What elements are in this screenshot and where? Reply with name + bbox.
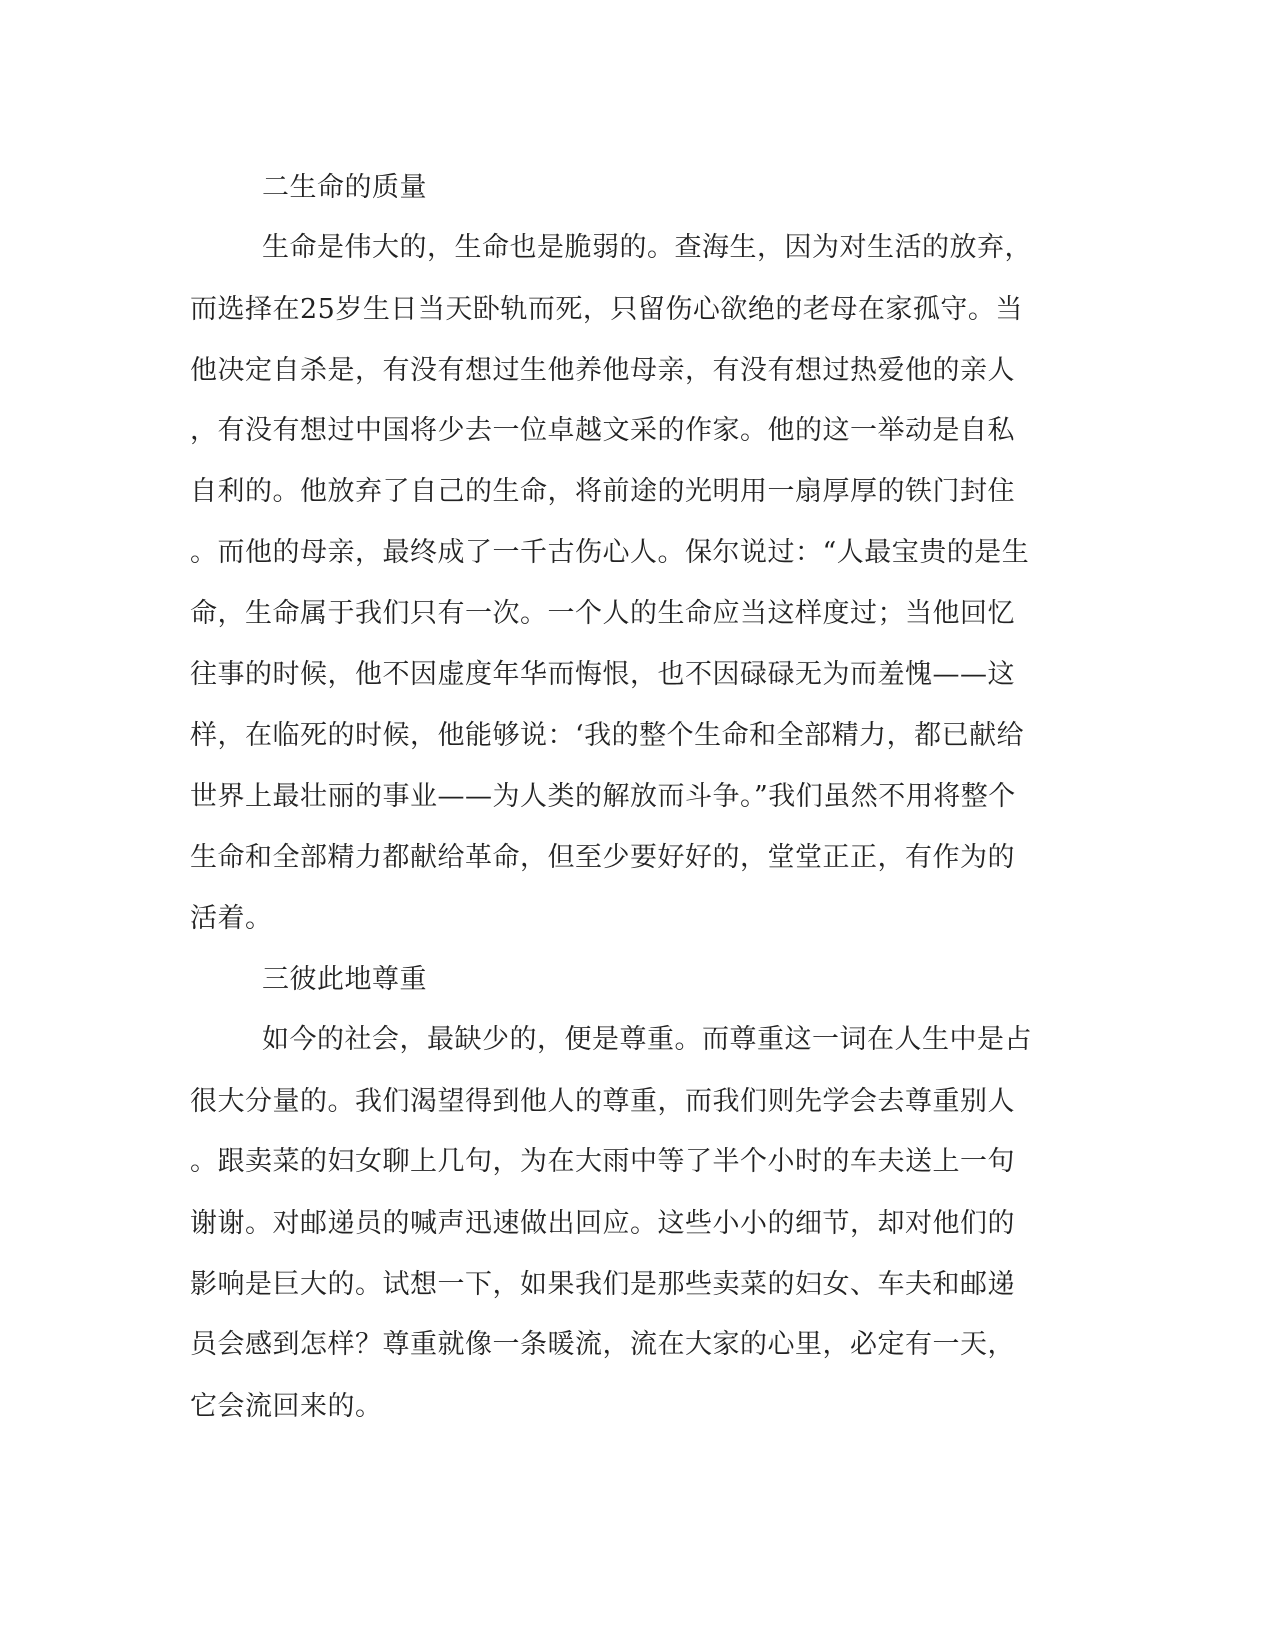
paragraph-line: 它会流回来的。	[190, 1391, 383, 1422]
paragraph-line: 员会感到怎样？尊重就像一条暖流，流在大家的心里，必定有一天，	[190, 1329, 1015, 1360]
paragraph-line: 活着。	[190, 903, 273, 934]
paragraph-line: 生命是伟大的，生命也是脆弱的。查海生，因为对生活的放弃，	[262, 232, 1032, 263]
paragraph-line: 自利的。他放弃了自己的生命，将前途的光明用一扇厚厚的铁门封住	[190, 476, 1015, 507]
paragraph-line: 他决定自杀是，有没有想过生他养他母亲，有没有想过热爱他的亲人	[190, 355, 1015, 386]
paragraph-line: 很大分量的。我们渴望得到他人的尊重，而我们则先学会去尊重别人	[190, 1086, 1015, 1117]
paragraph-line: 样，在临死的时候，他能够说：‘我的整个生命和全部精力，都已献给	[190, 720, 1025, 751]
paragraph-line: ，有没有想过中国将少去一位卓越文采的作家。他的这一举动是自私	[190, 415, 1015, 446]
paragraph-line: 命，生命属于我们只有一次。一个人的生命应当这样度过；当他回忆	[190, 598, 1015, 629]
paragraph-line: 。跟卖菜的妇女聊上几句，为在大雨中等了半个小时的车夫送上一句	[190, 1146, 1015, 1177]
paragraph-line: 往事的时候，他不因虚度年华而悔恨，也不因碌碌无为而羞愧——这	[190, 659, 1015, 690]
paragraph-line: 影响是巨大的。试想一下，如果我们是那些卖菜的妇女、车夫和邮递	[190, 1269, 1015, 1300]
paragraph-line: 而选择在25岁生日当天卧轨而死，只留伤心欲绝的老母在家孤守。当	[190, 294, 1023, 325]
section-heading-mutual-respect: 三彼此地尊重	[262, 964, 427, 995]
paragraph-line: 谢谢。对邮递员的喊声迅速做出回应。这些小小的细节，却对他们的	[190, 1208, 1015, 1239]
paragraph-line: 生命和全部精力都献给革命，但至少要好好的，堂堂正正，有作为的	[190, 842, 1015, 873]
paragraph-line: 。而他的母亲，最终成了一千古伤心人。保尔说过：“人最宝贵的是生	[190, 537, 1030, 568]
paragraph-line: 世界上最壮丽的事业——为人类的解放而斗争。”我们虽然不用将整个	[190, 781, 1016, 812]
paragraph-line: 如今的社会，最缺少的，便是尊重。而尊重这一词在人生中是占	[262, 1024, 1032, 1055]
section-heading-quality-of-life: 二生命的质量	[262, 172, 427, 203]
